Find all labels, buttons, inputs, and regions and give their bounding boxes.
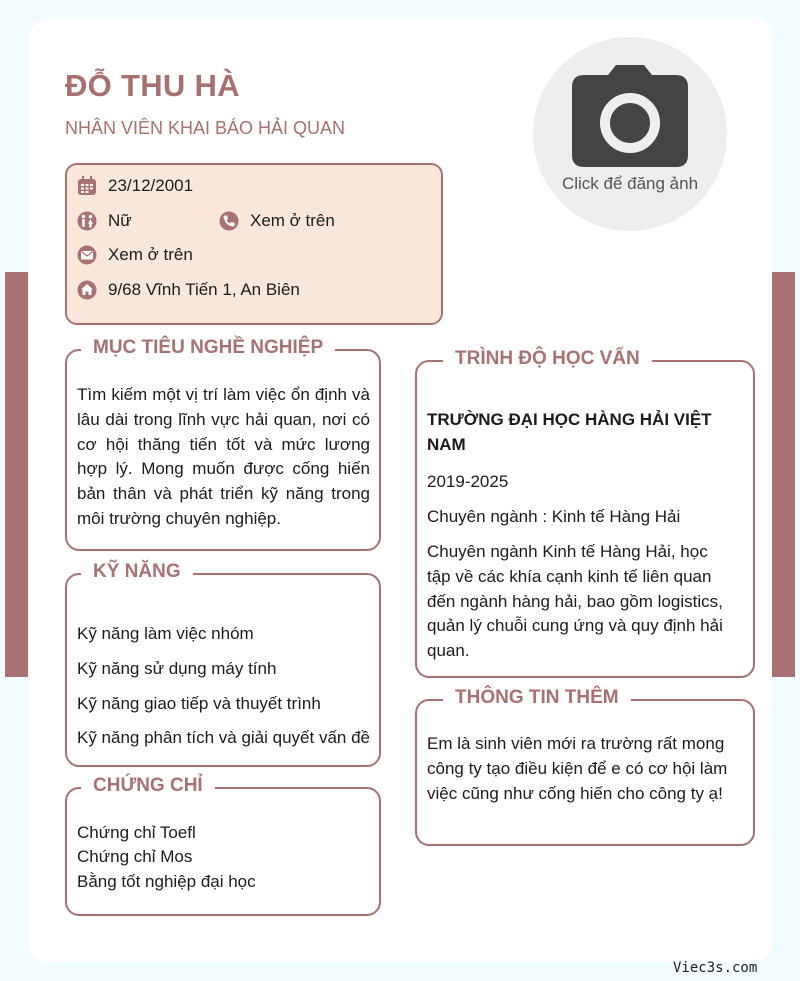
gender-icon (77, 211, 97, 231)
skill-item[interactable]: Kỹ năng phân tích và giải quyết vấn đề (77, 728, 370, 747)
birthday-value: 23/12/2001 (108, 176, 194, 195)
email-row[interactable] (77, 245, 193, 265)
left-decor-band (5, 272, 28, 677)
certificates-section (65, 775, 381, 916)
phone-value: Xem ở trên (250, 211, 335, 230)
education-section (415, 348, 755, 678)
skill-item[interactable]: Kỹ năng giao tiếp và thuyết trình (77, 694, 321, 713)
certificates-title: CHỨNG CHỈ (81, 775, 215, 797)
photo-upload-label: Click để đăng ảnh (561, 174, 699, 193)
home-icon (77, 280, 97, 300)
skills-title: KỸ NĂNG (81, 561, 193, 583)
email-value: Xem ở trên (108, 245, 193, 264)
certificate-item[interactable]: Chứng chỉ Mos (77, 847, 193, 866)
calendar-icon (77, 176, 97, 196)
email-icon (77, 245, 97, 265)
phone-icon (219, 211, 239, 231)
education-description[interactable]: Chuyên ngành Kinh tế Hàng Hải, học tập về các khía cạnh kinh tế liên quan đến ngành hàng hải, bao gồm logistics, quản lý chuỗi cung ứng và quy định hải quan. (427, 542, 723, 661)
photo-upload[interactable] (533, 37, 727, 231)
extra-info-title: THÔNG TIN THÊM (443, 687, 631, 709)
school-name-line2[interactable]: NAM (427, 435, 466, 454)
birthday-row[interactable] (77, 176, 193, 196)
address-value: 9/68 Vĩnh Tiến 1, An Biên (108, 280, 300, 299)
skills-section (65, 561, 381, 767)
skill-item[interactable]: Kỹ năng làm việc nhóm (77, 624, 254, 643)
objective-section (65, 337, 381, 551)
right-decor-band (772, 272, 795, 677)
extra-info-text[interactable]: Em là sinh viên mới ra trường rất mong công ty tạo điều kiện để e có cơ hội làm việc cũng như cống hiến cho công ty ạ! (427, 734, 728, 803)
address-row[interactable] (77, 280, 300, 300)
skill-item[interactable]: Kỹ năng sử dụng máy tính (77, 659, 277, 678)
gender-value: Nữ (108, 211, 132, 230)
certificate-item[interactable]: Chứng chỉ Toefl (77, 823, 196, 842)
education-title: TRÌNH ĐỘ HỌC VẤN (443, 348, 652, 370)
certificate-item[interactable]: Bằng tốt nghiệp đại học (77, 872, 256, 891)
camera-icon (572, 65, 688, 167)
gender-row[interactable] (77, 211, 132, 231)
education-major[interactable]: Chuyên ngành : Kinh tế Hàng Hải (427, 507, 681, 526)
extra-info-section (415, 687, 755, 846)
candidate-name[interactable]: ĐỖ THU HÀ (65, 68, 240, 103)
phone-row[interactable] (219, 211, 335, 231)
brand-watermark: Viec3s.com (673, 960, 758, 976)
objective-title: MỤC TIÊU NGHỀ NGHIỆP (81, 337, 335, 359)
job-title[interactable]: NHÂN VIÊN KHAI BÁO HẢI QUAN (65, 118, 346, 138)
objective-text[interactable]: Tìm kiếm một vị trí làm việc ổn định và lâu dài trong lĩnh vực hải quan, nơi có cơ hội thăng tiến tốt và mức lương hợp lý. Mong muốn được cống hiến bản thân và phát triển kỹ năng trong môi trường chuyên nghiệp. (77, 385, 370, 528)
school-name-line1[interactable]: TRƯỜNG ĐẠI HỌC HÀNG HẢI VIỆT (427, 410, 712, 429)
education-years[interactable]: 2019-2025 (427, 472, 509, 491)
